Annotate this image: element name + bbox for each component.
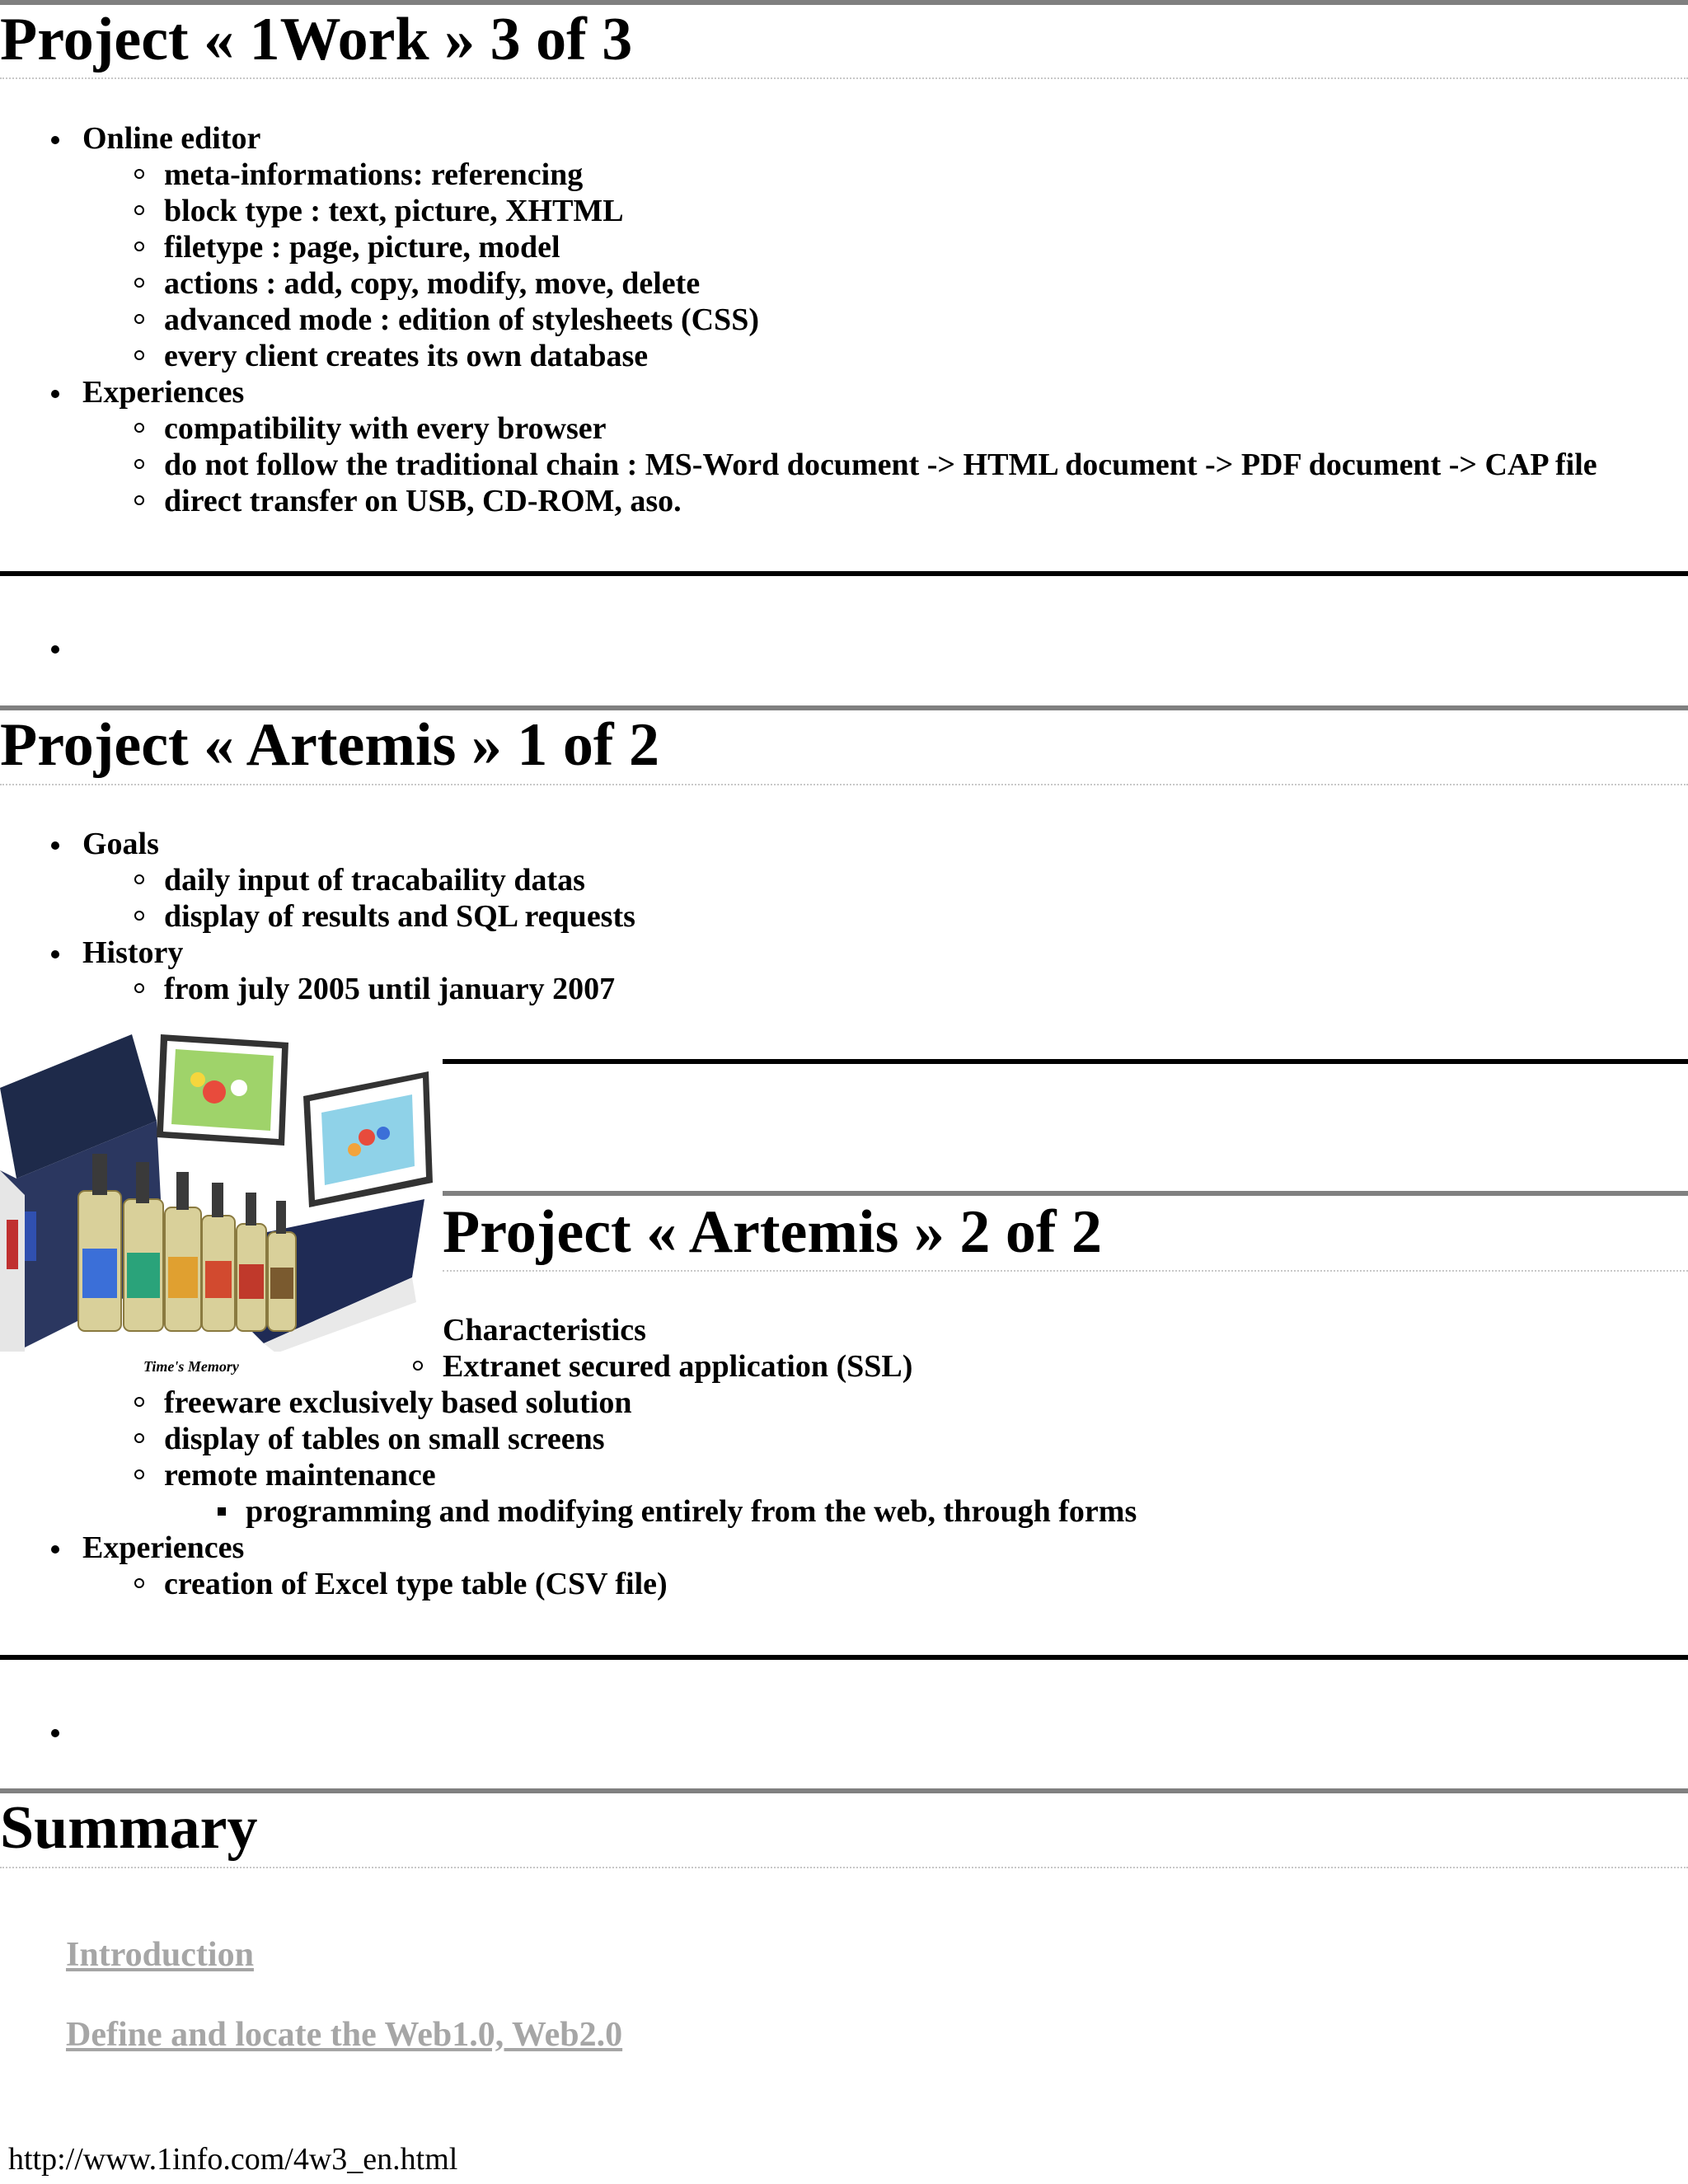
list-item: remote maintenance <box>164 1458 436 1493</box>
list-item: meta-informations: referencing <box>164 157 584 192</box>
list-item: display of results and SQL requests <box>164 899 635 934</box>
list-item: compatibility with every browser <box>164 411 607 446</box>
list-item: Experiences <box>82 1530 245 1565</box>
top-rule <box>0 0 1688 5</box>
image-caption: Time's Memory <box>143 1358 239 1375</box>
section-divider <box>0 571 1688 576</box>
characteristics-label: Characteristics <box>443 1313 646 1347</box>
slide-title-artemis-2: Project « Artemis » 2 of 2 <box>443 1198 1103 1266</box>
summary-title: Summary <box>0 1794 258 1862</box>
list-item: Experiences <box>82 375 245 410</box>
list-item: actions : add, copy, modify, move, delete <box>164 266 701 301</box>
empty-bullet <box>51 645 59 654</box>
section-divider <box>0 1655 1688 1660</box>
list-item: programming and modifying entirely from the web, through forms <box>246 1494 1137 1529</box>
list-item: every client creates its own database <box>164 339 649 373</box>
list-item: creation of Excel type table (CSV file) <box>164 1567 668 1601</box>
section-divider <box>443 1059 1688 1064</box>
list-item: Goals <box>82 827 159 861</box>
title-underline <box>0 77 1688 79</box>
title-underline <box>443 1270 1688 1272</box>
title-top-rule <box>0 1788 1688 1793</box>
list-item: display of tables on small screens <box>164 1422 605 1456</box>
empty-bullet <box>51 1729 59 1737</box>
title-top-rule <box>443 1191 1688 1196</box>
summary-link-define-web[interactable]: Define and locate the Web1.0, Web2.0 <box>66 2016 623 2054</box>
wine-bottles-illustration <box>0 1030 437 1352</box>
title-top-rule <box>0 705 1688 710</box>
product-photo <box>0 1030 437 1352</box>
summary-link-introduction[interactable]: Introduction <box>66 1936 254 1974</box>
slide-title-1work: Project « 1Work » 3 of 3 <box>0 6 633 73</box>
list-item: freeware exclusively based solution <box>164 1385 632 1420</box>
list-item: filetype : page, picture, model <box>164 230 560 265</box>
list-item: do not follow the traditional chain : MS-Word document -> HTML document -> PDF document -> CAP file <box>164 448 1597 482</box>
list-item: advanced mode : edition of stylesheets (CSS) <box>164 302 759 337</box>
list-item: block type : text, picture, XHTML <box>164 194 624 228</box>
slide-title-artemis-1: Project « Artemis » 1 of 2 <box>0 711 660 779</box>
list-item: Extranet secured application (SSL) <box>443 1349 913 1384</box>
footer-url: http://www.1info.com/4w3_en.html <box>8 2142 458 2177</box>
list-item: from july 2005 until january 2007 <box>164 972 616 1006</box>
list-item: daily input of tracabaility datas <box>164 863 585 898</box>
title-underline <box>0 784 1688 785</box>
list-item: Online editor <box>82 121 261 156</box>
list-item: direct transfer on USB, CD-ROM, aso. <box>164 484 682 518</box>
list-item: History <box>82 935 184 970</box>
title-underline <box>0 1867 1688 1868</box>
